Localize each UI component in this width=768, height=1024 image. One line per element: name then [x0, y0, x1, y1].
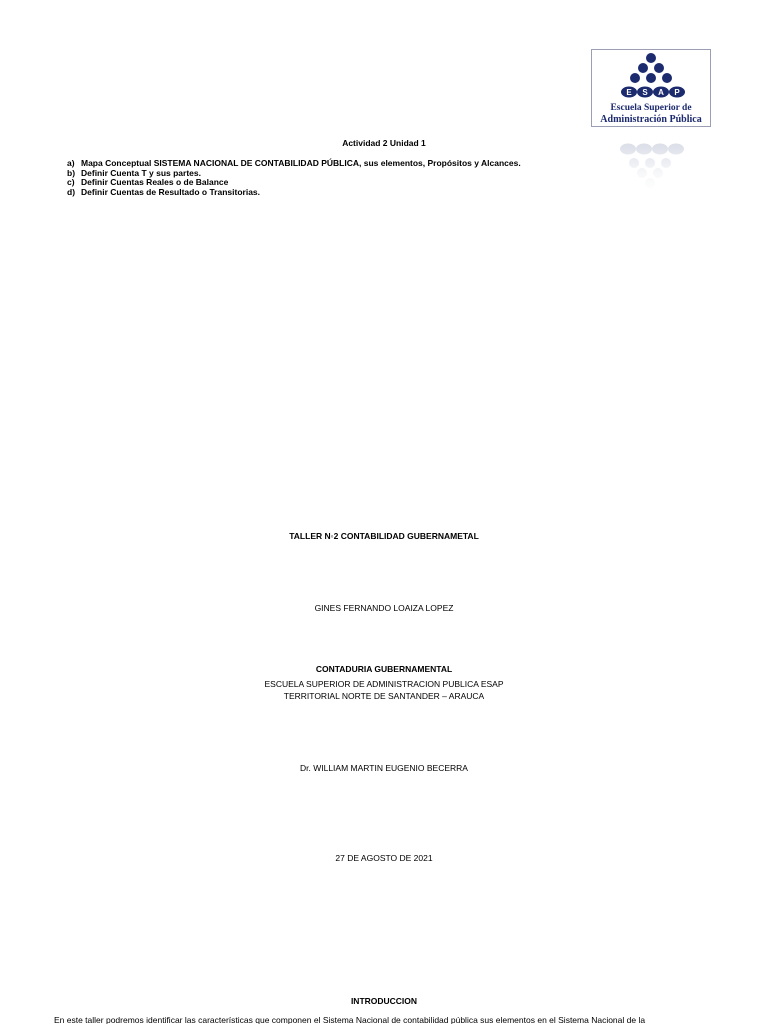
logo-text-line2: Administración Pública: [600, 114, 702, 125]
list-item-text: Definir Cuentas Reales o de Balance: [81, 177, 229, 187]
esap-logo: [591, 49, 711, 191]
list-item-text: Definir Cuenta T y sus partes.: [81, 167, 201, 178]
cover-title: TALLER N◦2 CONTABILIDAD GUBERNAMETAL: [289, 531, 479, 541]
list-marker: d): [67, 186, 76, 197]
list-marker: c): [67, 177, 75, 187]
list-item-text: Mapa Conceptual SISTEMA NACIONAL DE CONTABILIDAD PÚBLICA, sus elementos, Propósitos y Alcances.: [81, 158, 521, 168]
list-item: [67, 188, 521, 198]
cover-program: CONTADURIA GUBERNAMENTAL: [315, 664, 453, 674]
activity-title: Actividad 2 Unidad 1: [342, 138, 426, 148]
logo-letter-s: S: [642, 88, 648, 97]
list-marker: b): [67, 167, 76, 178]
logo-letter-a: A: [658, 88, 664, 97]
activity-list: [67, 159, 521, 197]
cover-professor: Dr. WILLIAM MARTIN EUGENIO BECERRA: [300, 763, 468, 773]
logo-letter-e: E: [626, 88, 632, 97]
cover-author: GINES FERNANDO LOAIZA LOPEZ: [314, 603, 454, 613]
logo-frame: [591, 49, 711, 127]
intro-paragraph: En este taller podremos identificar las características que componen el Sistema Nacional de contabilidad pública sus elementos en el Sistema Nacional de la: [54, 1015, 646, 1024]
list-marker: a): [67, 158, 75, 168]
logo-letter-p: P: [674, 88, 680, 97]
cover-institution: ESCUELA SUPERIOR DE ADMINISTRACION PUBLICA ESAP: [264, 679, 504, 689]
list-item-text: Definir Cuentas de Resultado o Transitorias.: [81, 186, 261, 197]
cover-date: 27 DE AGOSTO DE 2021: [335, 853, 433, 863]
logo-text-line1: Escuela Superior de: [610, 103, 692, 113]
cover-territorial: TERRITORIAL NORTE DE SANTANDER – ARAUCA: [283, 691, 485, 701]
intro-heading: INTRODUCCION: [350, 996, 418, 1006]
